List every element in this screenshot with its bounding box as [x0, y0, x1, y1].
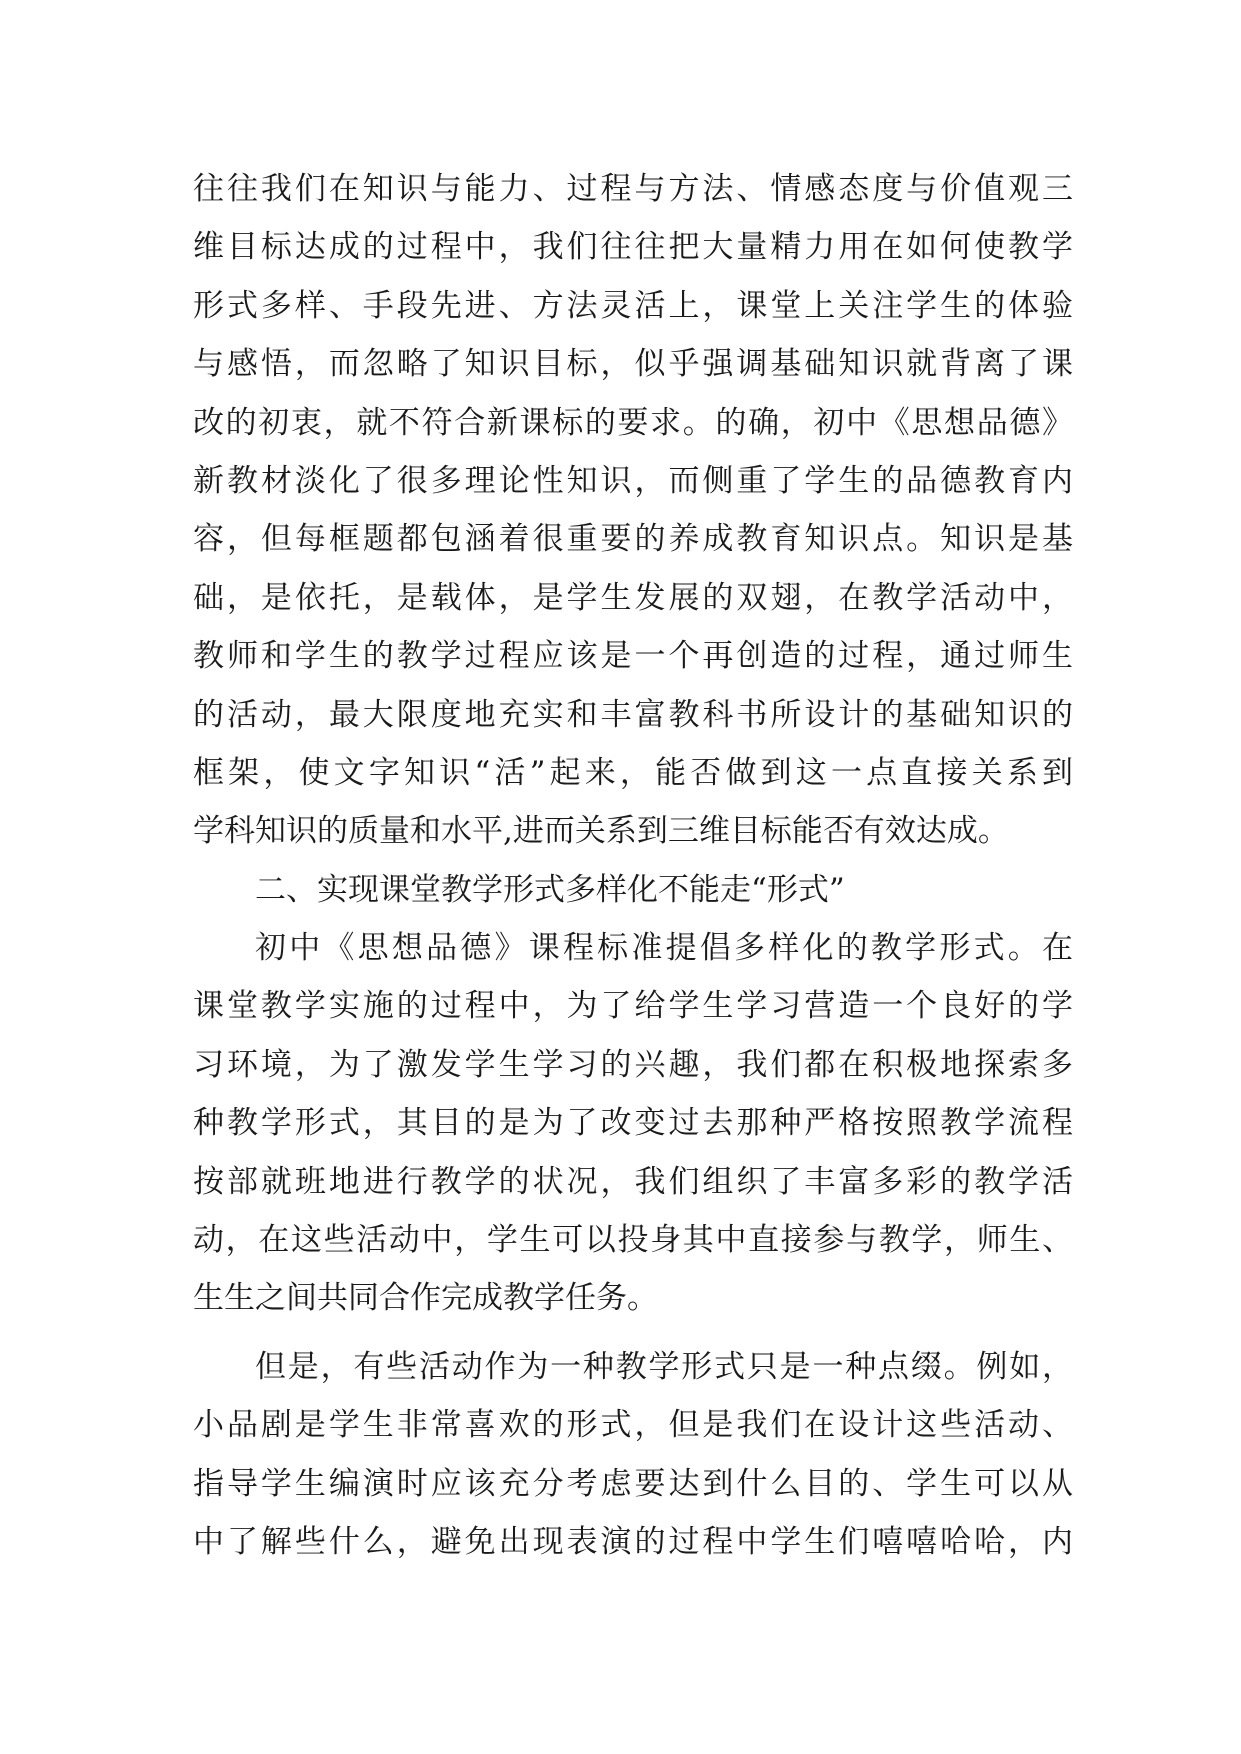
text-line: 生生之间共同合作完成教学任务。: [193, 1280, 658, 1317]
text-line: 课堂教学实施的过程中，为了给学生学习营造一个良好的学: [193, 988, 1073, 1025]
text-line: 教师和学生的教学过程应该是一个再创造的过程，通过师生: [193, 638, 1073, 675]
text-line: 指导学生编演时应该充分考虑要达到什么目的、学生可以从: [193, 1465, 1073, 1502]
text-line: 形式多样、手段先进、方法灵活上，课堂上关注学生的体验: [193, 287, 1073, 324]
text-line: 学科知识的质量和水平,进而关系到三维目标能否有效达成。: [193, 813, 1009, 850]
paragraph-first-line: 但是，有些活动作为一种教学形式只是一种点缀。例如，: [255, 1348, 1073, 1385]
body-text: [193, 160, 1073, 1571]
text-line: 按部就班地进行教学的状况，我们组织了丰富多彩的教学活: [193, 1163, 1073, 1200]
text-line: 与感悟，而忽略了知识目标，似乎强调基础知识就背离了课: [193, 346, 1073, 383]
text-line: 础，是依托，是载体，是学生发展的双翅，在教学活动中，: [193, 579, 1073, 616]
text-line: 维目标达成的过程中，我们往往把大量精力用在如何使教学: [193, 229, 1073, 266]
section-heading: 二、实现课堂教学形式多样化不能走“形式”: [255, 871, 845, 908]
text-line: 小品剧是学生非常喜欢的形式，但是我们在设计这些活动、: [193, 1407, 1073, 1444]
text-line: 习环境，为了激发学生学习的兴趣，我们都在积极地探索多: [193, 1046, 1073, 1083]
paragraph-first-line: 初中《思想品德》课程标准提倡多样化的教学形式。在: [255, 930, 1073, 967]
text-line: 动，在这些活动中，学生可以投身其中直接参与教学，师生、: [193, 1222, 1073, 1259]
text-line: 中了解些什么，避免出现表演的过程中学生们嘻嘻哈哈，内: [193, 1523, 1073, 1560]
text-line: 改的初衷，就不符合新课标的要求。的确，初中《思想品德》: [193, 404, 1073, 441]
text-line: 的活动，最大限度地充实和丰富教科书所设计的基础知识的: [193, 696, 1073, 733]
text-line: 框架，使文字知识“活”起来，能否做到这一点直接关系到: [193, 754, 1073, 791]
text-line: 往往我们在知识与能力、过程与方法、情感态度与价值观三: [193, 171, 1073, 207]
text-line: 容，但每框题都包涵着很重要的养成教育知识点。知识是基: [193, 521, 1073, 558]
text-line: 种教学形式，其目的是为了改变过去那种严格按照教学流程: [193, 1105, 1073, 1142]
text-line: 新教材淡化了很多理论性知识，而侧重了学生的品德教育内: [193, 462, 1073, 499]
